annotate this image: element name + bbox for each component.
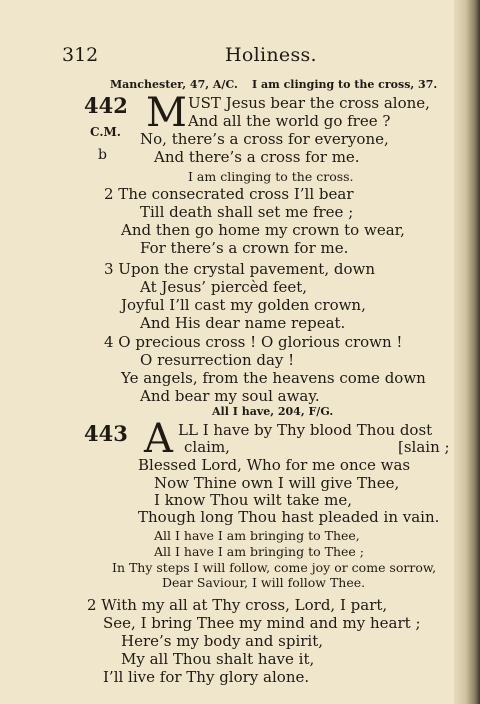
hymn-443-line: Blessed Lord, Who for me once was	[138, 456, 411, 474]
hymn-442-chorus-tune: I am clinging to the cross, 37.	[252, 78, 438, 91]
hymn-442-line: UST Jesus bear the cross alone,	[188, 94, 430, 112]
page-edge-shadow	[454, 0, 480, 704]
hymn-442-line: For there’s a crown for me.	[140, 239, 349, 257]
hymn-442-line: And His dear name repeat.	[140, 314, 346, 332]
hymn-443-chorus-line: In Thy steps I will follow, come joy or come sorrow,	[112, 560, 437, 575]
hymn-443-line: My all Thou shalt have it,	[121, 650, 315, 668]
hymn-442-line: 3 Upon the crystal pavement, down	[104, 260, 375, 278]
hymn-442-line: And there’s a cross for me.	[154, 148, 360, 166]
hymn-442-line: O resurrection day !	[140, 351, 295, 369]
hymn-443-line: I know Thou wilt take me,	[154, 491, 353, 509]
hymn-443-line: claim,	[184, 438, 230, 456]
hymn-443-line: Though long Thou hast pleaded in vain.	[138, 508, 440, 526]
hymn-443-chorus-line: Dear Saviour, I will follow Thee.	[162, 575, 366, 590]
hymn-442-line: And then go home my crown to wear,	[121, 221, 405, 239]
hymn-442-chorus-label: I am clinging to the cross.	[188, 169, 354, 184]
hymn-442-line: And all the world go free ?	[188, 112, 391, 130]
hymn-443-line: Here’s my body and spirit,	[121, 632, 324, 650]
hymn-442-tune: Manchester, 47, A/C.	[110, 78, 238, 91]
hymn-442-line: No, there’s a cross for everyone,	[140, 130, 389, 148]
hymn-442-key: b	[98, 147, 107, 163]
hymn-443-line: 2 With my all at Thy cross, Lord, I part,	[87, 596, 388, 614]
running-title: Holiness.	[225, 44, 317, 66]
hymn-443-line: [slain ;	[398, 438, 450, 456]
hymn-443-chorus-line: All I have I am bringing to Thee ;	[154, 544, 364, 559]
hymn-443-chorus-line: All I have I am bringing to Thee,	[154, 528, 360, 543]
hymn-442-dropcap: M	[146, 90, 187, 136]
hymn-443-line: LL I have by Thy blood Thou dost	[178, 421, 433, 439]
hymn-442-meter: C.M.	[90, 125, 121, 139]
hymn-442-line: Joyful I’ll cast my golden crown,	[121, 296, 366, 314]
hymn-443-line: See, I bring Thee my mind and my heart ;	[103, 614, 421, 632]
hymn-442-line: Ye angels, from the heavens come down	[121, 369, 426, 387]
hymn-442-number: 442	[84, 93, 128, 118]
hymn-443-dropcap: A	[144, 416, 173, 462]
hymn-442-line: At Jesus’ piercèd feet,	[140, 278, 308, 296]
hymn-443-line: I’ll live for Thy glory alone.	[103, 668, 310, 686]
page-number: 312	[62, 44, 99, 66]
hymn-443-line: Now Thine own I will give Thee,	[154, 474, 400, 492]
hymn-442-line: Till death shall set me free ;	[140, 203, 354, 221]
hymn-442-line: 2 The consecrated cross I’ll bear	[104, 185, 354, 203]
hymn-442-line: And bear my soul away.	[140, 387, 320, 405]
hymn-443-number: 443	[84, 421, 128, 446]
hymn-443-tune: All I have, 204, F/G.	[212, 405, 334, 418]
hymn-442-line: 4 O precious cross ! O glorious crown !	[104, 333, 403, 351]
